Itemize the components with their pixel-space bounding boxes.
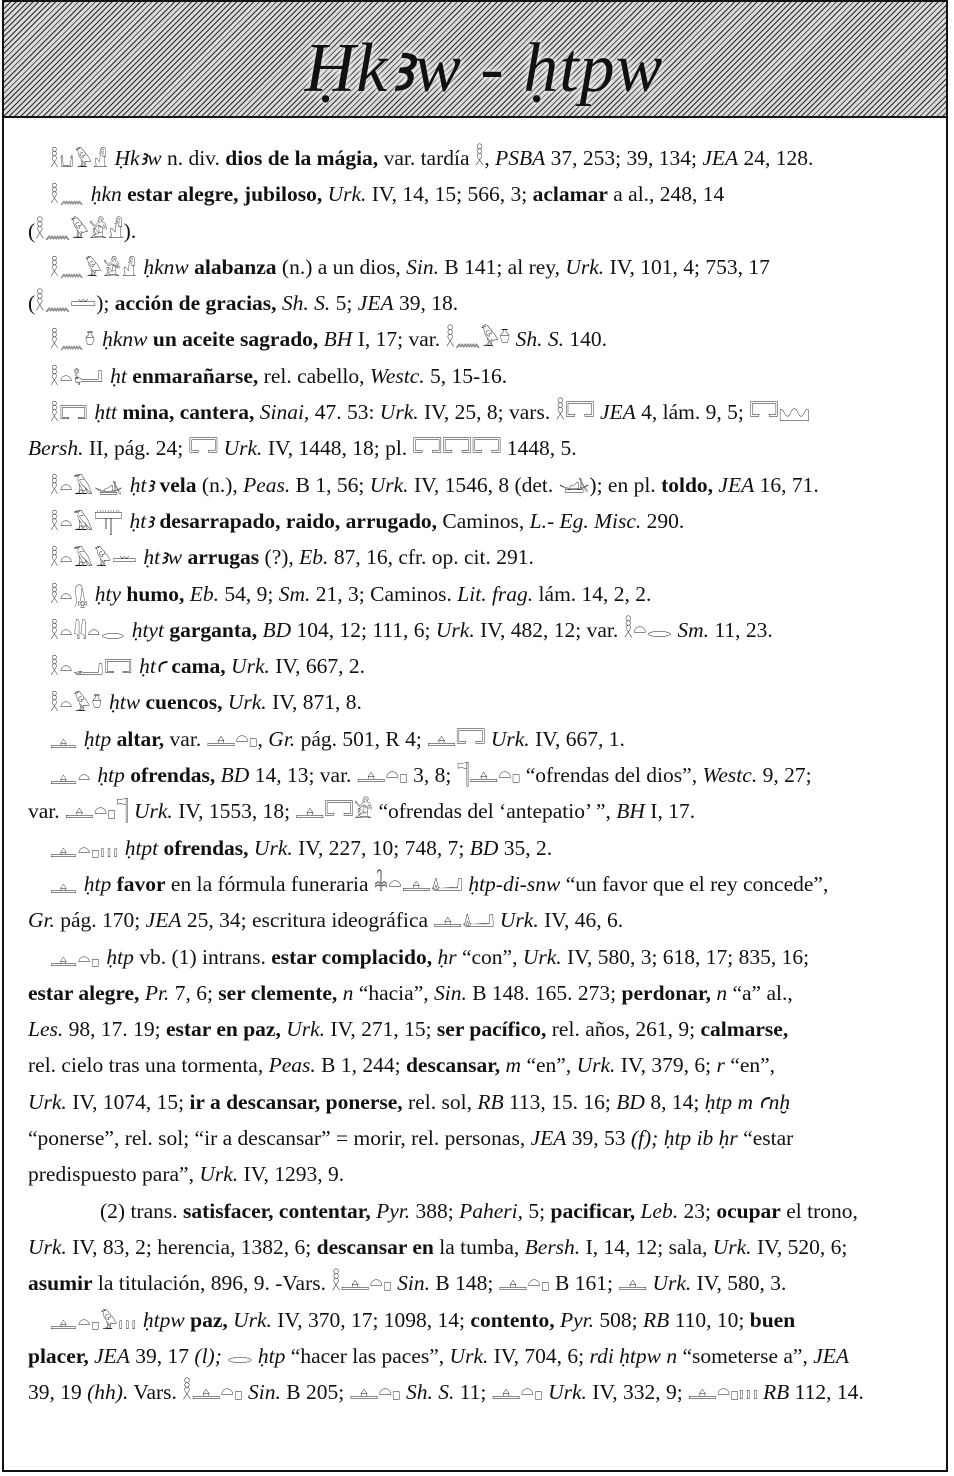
entry-text: rel. cielo tras una tormenta, (28, 1053, 269, 1078)
hieroglyph-icon: 𓎛𓈖𓏊 (50, 329, 97, 354)
entry-text: la titulación, 896, 9. -Vars. 𓎛𓊵𓏏𓊪 (92, 1271, 398, 1296)
definition-text: satisfacer, contentar, (183, 1198, 371, 1223)
entry-text: 35, 2. (498, 835, 553, 860)
reference-italic-text: BD (469, 835, 499, 860)
reference-italic-text: ḥtp m ꜥnḫ (704, 1089, 791, 1114)
reference-italic-text: BH (616, 799, 645, 824)
reference-italic-text: n (716, 980, 728, 1005)
entry-text: I, 14, 12; sala, (580, 1234, 713, 1259)
entry-text: 𓂋 (227, 1343, 258, 1368)
definition-text: placer, (28, 1343, 89, 1368)
entry-text: 290. (641, 508, 685, 533)
reference-italic-text: Urk. (322, 182, 367, 207)
reference-italic-text: BH (323, 327, 353, 352)
entry-text: IV, 227, 10; 748, 7; (292, 835, 470, 860)
entry-text: IV, 370, 17; 1098, 14; (271, 1307, 471, 1332)
entry-text: Caminos, (437, 508, 530, 533)
entry-text: 11; 𓊵𓏏𓊪 (454, 1380, 549, 1405)
entry-line (28, 539, 926, 575)
reference-italic-text: Peas. (268, 1053, 316, 1078)
definition-text: alabanza (188, 254, 277, 279)
reference-italic-text: BD (262, 617, 292, 642)
reference-italic-text: ḥknw (102, 327, 148, 352)
page-header (2, 0, 948, 118)
entry-text: 508; (594, 1307, 644, 1332)
reference-italic-text: RB (477, 1089, 504, 1114)
entry-text: 25, 34; escritura ideográfica 𓊵𓂞 (181, 908, 500, 933)
definition-text: enmarañarse, (126, 363, 259, 388)
entry-text: Vars. 𓎛𓊵𓏏𓊪 (128, 1380, 249, 1405)
entry-continuation-line (28, 1265, 926, 1301)
definition-text: perdonar, (621, 980, 711, 1005)
reference-italic-text: Eb. (299, 545, 329, 570)
entry-text: 47. 53: (309, 400, 380, 425)
entry-text: “a” al., (727, 980, 793, 1005)
hieroglyph-icon: 𓊵𓏏𓊪 (50, 946, 101, 971)
entry-text: IV, 667, 2. (269, 654, 366, 679)
entry-text: 54, 9; (218, 581, 279, 606)
definition-text: ofrendas, (124, 763, 216, 788)
reference-italic-text: Peas. (243, 472, 291, 497)
reference-italic-text: Sm. (278, 581, 311, 606)
reference-italic-text: ḥtp (83, 726, 112, 751)
definition-text: buen (749, 1307, 796, 1332)
entry-text: pág. 170; (54, 908, 146, 933)
entry-text: 23; (678, 1198, 717, 1223)
reference-italic-text: Sm. (677, 617, 709, 642)
definition-text: asumir (28, 1271, 93, 1296)
entry-continuation-line (28, 1193, 926, 1229)
entry-text: IV, 1448, 18; pl. 𓉐𓉐𓉐 1448, 5. (262, 436, 577, 461)
entry-text: predispuesto para”, (28, 1162, 200, 1187)
entry-text: (𓎛𓈖𓅱𓀀𓀭). (28, 218, 137, 243)
entry-text: I, 17. (644, 799, 696, 824)
entry-text: 8, 14; (644, 1089, 705, 1114)
page-title: Ḥkꜣw - ḥtpw (304, 30, 664, 107)
reference-italic-text: Sh. S. (405, 1380, 455, 1405)
reference-italic-text: Les. (28, 1017, 64, 1042)
reference-italic-text: ḥtp (106, 944, 134, 969)
entry-text: (n.), (196, 472, 244, 497)
header-title-box (304, 28, 664, 110)
entry-text: IV, 83, 2; herencia, 1382, 6; (66, 1234, 317, 1259)
definition-text: altar, (111, 726, 165, 751)
entry-text: 39, 18. (393, 291, 459, 316)
reference-italic-text: JEA (718, 472, 755, 497)
reference-italic-text: L.- Eg. Misc. (529, 508, 642, 533)
reference-italic-text: Westc. (702, 763, 758, 788)
entry-text: 21, 3; Caminos. (310, 581, 458, 606)
definition-text: aclamar (532, 182, 608, 207)
entry-text: IV, 1074, 15; (66, 1089, 190, 1114)
reference-italic-text: Urk. (435, 617, 475, 642)
definition-text: calmarse, (700, 1017, 789, 1042)
entry-continuation-line (28, 1156, 926, 1192)
reference-italic-text: Urk. (253, 835, 293, 860)
reference-italic-text: Bersh. (28, 436, 84, 461)
reference-italic-text: Urk. (652, 1271, 692, 1296)
reference-italic-text: Urk. (490, 726, 530, 751)
entry-text: B 205; 𓊵𓏏𓊪 (280, 1380, 406, 1405)
reference-italic-text: Urk. (522, 944, 562, 969)
entry-text: 16, 71. (754, 472, 819, 497)
reference-italic-text: Bersh. (524, 1234, 581, 1259)
reference-italic-text: ḥtp (97, 763, 125, 788)
hieroglyph-icon: 𓊵 (50, 728, 78, 753)
reference-italic-text: ḥkn (90, 182, 122, 207)
entry-line (28, 866, 926, 902)
reference-italic-text: Urk. (712, 1234, 752, 1259)
reference-italic-text: ḥtꜥ (139, 654, 166, 679)
entry-text: IV, 1546, 8 (det. 𓊛); en pl. (408, 472, 662, 497)
entry-text: 113, 15. 16; (503, 1089, 617, 1114)
entry-text: 5; (523, 1198, 551, 1223)
entry-text: a al., 248, 14 (607, 182, 725, 207)
entry-text: 5; (330, 291, 358, 316)
definition-text: estar en paz, (165, 1017, 281, 1042)
entry-line (28, 249, 926, 285)
reference-italic-text: m (505, 1053, 522, 1078)
reference-italic-text: (hh). (87, 1380, 129, 1405)
entry-continuation-line (28, 430, 926, 466)
hieroglyph-icon: 𓎛𓏏𓇌𓏏𓂋 (50, 619, 126, 644)
entry-text: I, 17; var. 𓎛𓈖𓅱𓏊 (352, 327, 516, 352)
entry-text: “ponerse”, rel. sol; “ir a descansar” = morir, rel. personas, (28, 1126, 531, 1151)
entry-text: 104, 12; 111, 6; (291, 617, 436, 642)
entry-text: 98, 17. 19; (63, 1017, 166, 1042)
entry-text: 5, 15-16. (424, 363, 508, 388)
reference-italic-text: JEA (530, 1126, 567, 1151)
reference-italic-text: ḥknw (143, 254, 189, 279)
reference-italic-text: Pr. (144, 980, 170, 1005)
entry-text: IV, 25, 8; vars. 𓎛𓉐 (418, 400, 600, 425)
reference-italic-text: ḥtt (94, 400, 118, 425)
entry-text: II, pág. 24; 𓉐 (83, 436, 224, 461)
reference-italic-text: (f); ḥtp ib ḥr (630, 1126, 738, 1151)
entry-text: 140. (564, 327, 608, 352)
definition-text: cama, (165, 654, 226, 679)
hieroglyph-icon: 𓎛𓏏𓅱𓏊 (50, 692, 103, 717)
definition-text: cuencos, (140, 690, 223, 715)
entry-line (28, 1302, 926, 1338)
entry-text: (?), (259, 545, 300, 570)
entry-text: IV, 271, 15; (325, 1017, 437, 1042)
hieroglyph-icon: 𓎛𓏏𓄿𓅱𓏛 (50, 547, 138, 572)
definition-text: descansar en (316, 1234, 434, 1259)
hieroglyph-icon: 𓎛𓏏𓊮 (50, 583, 89, 608)
reference-italic-text: Gr. (268, 726, 296, 751)
reference-italic-text: Urk. (576, 1053, 616, 1078)
entry-text: “en”, (724, 1053, 776, 1078)
definition-text: paz, (184, 1307, 228, 1332)
reference-italic-text: Sin. (397, 1271, 430, 1296)
definition-text: ser clemente, (218, 980, 338, 1005)
reference-italic-text: Urk. (548, 1380, 587, 1405)
entry-line (28, 358, 926, 394)
entry-text: (n.) a un dios, (276, 254, 407, 279)
reference-italic-text: Urk. (449, 1343, 489, 1368)
entry-text: 388; (410, 1198, 460, 1223)
entry-text: 24, 128. (738, 146, 814, 170)
reference-italic-text: Urk. (28, 1234, 67, 1259)
entry-line (28, 939, 926, 975)
entry-continuation-line (28, 793, 926, 829)
reference-italic-text: Urk. (134, 799, 173, 824)
entry-text: 110, 10; (669, 1307, 750, 1332)
entry-line (28, 176, 926, 212)
definition-text: un aceite sagrado, (147, 327, 319, 352)
reference-italic-text: Paheri, (459, 1198, 524, 1223)
definition-text: ir a descansar, ponerse, (189, 1089, 403, 1114)
entry-text: IV, 520, 6; (751, 1234, 848, 1259)
reference-italic-text: ḥr (437, 944, 457, 969)
entry-text: var. 𓊵𓏏𓊪𓊹 (28, 799, 134, 824)
reference-italic-text: r (716, 1053, 725, 1078)
entry-text: (𓎛𓈖𓏛); (28, 291, 115, 316)
entry-text: lám. 14, 2, 2. (533, 581, 652, 606)
entry-text: B 1, 56; (290, 472, 370, 497)
entry-continuation-line (28, 1120, 926, 1156)
definition-text: ser pacífico, (436, 1017, 547, 1042)
entry-text: IV, 580, 3; 618, 17; 835, 16; (561, 944, 810, 969)
entry-text: IV, 580, 3. (691, 1271, 787, 1296)
definition-text: garganta, (163, 617, 258, 642)
reference-italic-text: Urk. (565, 254, 605, 279)
entry-text: IV, 1293, 9. (238, 1162, 345, 1187)
reference-italic-text: Urk. (233, 1307, 272, 1332)
entry-line (28, 648, 926, 684)
entry-line (28, 503, 926, 539)
reference-italic-text: BD (616, 1089, 645, 1114)
definition-text: ofrendas, (158, 835, 249, 860)
hieroglyph-icon: 𓎛𓏏𓂡 (50, 365, 105, 390)
reference-italic-text: JEA (357, 291, 394, 316)
entry-text: “con”, (456, 944, 523, 969)
definition-text: desarrapado, raido, arrugado, (153, 508, 438, 533)
definition-text: dios de la mágia, (225, 146, 379, 170)
entry-text: rel. años, 261, 9; (546, 1017, 701, 1042)
entry-text: vb. (1) intrans. (133, 944, 272, 969)
reference-italic-text: ḥty (94, 581, 122, 606)
reference-italic-text: JEA (145, 908, 182, 933)
entry-line (28, 612, 926, 648)
entry-text: el trono, (780, 1198, 858, 1223)
reference-italic-text: Sin. (406, 254, 439, 279)
reference-italic-text: ḥt (110, 363, 127, 388)
entry-text: 112, 14. (789, 1380, 864, 1405)
entry-text: B 141; al rey, (438, 254, 566, 279)
definition-text: descansar, (405, 1053, 501, 1078)
entry-continuation-line (28, 975, 926, 1011)
entry-continuation-line (28, 902, 926, 938)
definition-text: favor (111, 871, 166, 896)
entry-text: IV, 1553, 18; 𓊵𓉐𓀀 “ofrendas del ‘antepatio’ ”, (172, 799, 617, 824)
reference-italic-text: PSBA (495, 146, 546, 170)
reference-italic-text: ḥtp (257, 1343, 286, 1368)
entry-line (28, 721, 926, 757)
entry-text: 11, 23. (709, 617, 773, 642)
reference-italic-text: rdi ḥtpw n (589, 1343, 678, 1368)
hieroglyph-icon: 𓎛𓈖𓅱𓀀𓀭 (50, 256, 138, 281)
definition-text: ocupar (716, 1198, 781, 1223)
entry-text: B 148. 165. 273; (466, 980, 622, 1005)
reference-italic-text: Westc. (369, 363, 425, 388)
entry-text: en la fórmula funeraria 𓇓𓏏𓊵𓂞 (165, 871, 469, 896)
reference-italic-text: ḥtpw (142, 1307, 185, 1332)
definition-text: arrugas (182, 545, 260, 570)
entry-text: pág. 501, R 4; 𓊵𓉐 (295, 726, 491, 751)
entry-text: “estar (737, 1126, 794, 1151)
reference-italic-text: Sin. (248, 1380, 281, 1405)
entry-continuation-line (28, 1374, 926, 1410)
reference-italic-text: Lit. frag. (457, 581, 534, 606)
reference-italic-text: BD (220, 763, 250, 788)
reference-italic-text: Urk. (28, 1089, 67, 1114)
reference-italic-text: Sh. S. (281, 291, 331, 316)
entry-line (28, 684, 926, 720)
entry-text: 39, 53 (566, 1126, 631, 1151)
entry-text: IV, 704, 6; (488, 1343, 590, 1368)
definition-text: acción de gracias, (114, 291, 277, 316)
entry-text: 7, 6; (169, 980, 219, 1005)
reference-italic-text: Urk. (227, 690, 267, 715)
hieroglyph-icon: 𓎛𓂓𓅱𓀭 (50, 148, 109, 172)
reference-italic-text: Sh. S. (515, 327, 565, 352)
reference-italic-text: Pyr. (560, 1307, 595, 1332)
reference-italic-text: Ḥkꜣw (114, 146, 162, 170)
entry-text: 9, 27; (757, 763, 812, 788)
reference-italic-text: Pyr. (376, 1198, 411, 1223)
entry-text: la tumba, (433, 1234, 525, 1259)
reference-italic-text: ḥtꜣ (129, 508, 154, 533)
entry-continuation-line (28, 1338, 926, 1374)
reference-italic-text: JEA (702, 146, 739, 170)
entry-text: IV, 667, 1. (529, 726, 625, 751)
reference-italic-text: JEA (94, 1343, 130, 1368)
entry-text: n. div. (161, 146, 226, 170)
entry-text: var. 𓊵𓏏𓊪, (164, 726, 269, 751)
entry-continuation-line (28, 1084, 926, 1120)
entry-text: 39, 19 (28, 1380, 88, 1405)
entry-text: IV, 871, 8. (266, 690, 362, 715)
hieroglyph-icon: 𓎛𓏏𓄿𓋳 (50, 510, 124, 535)
entry-line (28, 394, 926, 430)
reference-italic-text: Gr. (28, 908, 55, 933)
reference-italic-text: ḥtp (83, 871, 112, 896)
entry-continuation-line (28, 285, 926, 321)
entry-text: rel. cabello, (258, 363, 370, 388)
hieroglyph-icon: 𓊵𓏏𓊪𓅱𓏥 (50, 1309, 137, 1334)
entry-text: “hacer las paces”, (285, 1343, 450, 1368)
entry-text: “en”, (521, 1053, 577, 1078)
reference-italic-text: ḥtp-di-snw (468, 871, 561, 896)
reference-italic-text: Sinai, (259, 400, 310, 425)
definition-text: mina, cantera, (117, 400, 255, 425)
entry-text: var. tardía 𓎛, (378, 146, 496, 170)
reference-italic-text: Urk. (199, 1162, 239, 1187)
entry-line (28, 140, 926, 176)
entry-text: 87, 16, cfr. op. cit. 291. (328, 545, 534, 570)
reference-italic-text: ḥtpt (124, 835, 159, 860)
definition-text: estar alegre, (28, 980, 140, 1005)
hieroglyph-icon: 𓎛𓉐 (50, 402, 89, 427)
reference-italic-text: ḥtyt (131, 617, 164, 642)
reference-italic-text: ḥtꜣ (129, 472, 155, 497)
reference-italic-text: Urk. (369, 472, 409, 497)
entry-text: “someterse a”, (677, 1343, 814, 1368)
entries-list (28, 140, 926, 1410)
reference-italic-text: ḥtw (109, 690, 141, 715)
reference-italic-text: n (342, 980, 354, 1005)
definition-text: vela (154, 472, 197, 497)
reference-italic-text: (l); (194, 1343, 228, 1368)
entry-continuation-line (28, 1047, 926, 1083)
reference-italic-text: Urk. (286, 1017, 326, 1042)
reference-italic-text: Urk. (223, 436, 263, 461)
entry-text: IV, 101, 4; 753, 17 (604, 254, 770, 279)
hieroglyph-icon: 𓊵 (50, 873, 78, 898)
definition-text: humo, (121, 581, 185, 606)
entry-text: IV, 482, 12; var. 𓎛𓏏𓂋 (474, 617, 678, 642)
entry-text: 4, lám. 9, 5; 𓉐𓈉 (635, 400, 810, 425)
entry-continuation-line (28, 1011, 926, 1047)
entry-line (28, 830, 926, 866)
reference-italic-text: RB (763, 1380, 790, 1405)
entry-text: IV, 14, 15; 566, 3; (366, 182, 533, 207)
entry-continuation-line (28, 1229, 926, 1265)
hieroglyph-icon: 𓎛𓏏𓂝𓉐 (50, 656, 134, 681)
entry-line (28, 467, 926, 503)
reference-italic-text: RB (643, 1307, 670, 1332)
entry-text: B 1, 244; (315, 1053, 406, 1078)
hieroglyph-icon: 𓎛𓏏𓄿𓊛 (50, 474, 124, 499)
reference-italic-text: JEA (813, 1343, 850, 1368)
hieroglyph-icon: 𓊵𓏏 (50, 765, 92, 790)
reference-italic-text: ḥtꜣw (143, 545, 183, 570)
entry-text: (2) trans. (100, 1198, 183, 1223)
entry-text: “un favor que el rey concede”, (560, 871, 829, 896)
reference-italic-text: Sin. (433, 980, 467, 1005)
entry-text: IV, 46, 6. (538, 908, 624, 933)
entry-text: 14, 13; var. 𓊵𓏏𓊪 3, 8; 𓊹𓊵𓏏𓊪 “ofrendas del dios”, (249, 763, 703, 788)
entry-line (28, 321, 926, 357)
definition-text: estar alegre, jubiloso, (121, 182, 323, 207)
entry-continuation-line (28, 213, 926, 249)
entry-text: IV, 379, 6; (615, 1053, 717, 1078)
entry-text: “hacia”, (353, 980, 434, 1005)
reference-italic-text: Urk. (379, 400, 419, 425)
reference-italic-text: JEA (599, 400, 636, 425)
definition-text: contento, (470, 1307, 555, 1332)
entry-text: 37, 253; 39, 134; (545, 146, 703, 170)
entry-line (28, 757, 926, 793)
reference-italic-text: Urk. (231, 654, 270, 679)
reference-italic-text: Eb. (189, 581, 219, 606)
entry-line (28, 576, 926, 612)
reference-italic-text: Urk. (499, 908, 539, 933)
definition-text: estar complacido, (271, 944, 433, 969)
hieroglyph-icon: 𓊵𓏏𓊪𓏥 (50, 837, 119, 862)
entry-text: IV, 332, 9; 𓊵𓏏𓊪𓏥 (586, 1380, 763, 1405)
definition-text: pacificar, (550, 1198, 636, 1223)
definition-text: toldo, (661, 472, 714, 497)
entry-text: 39, 17 (129, 1343, 195, 1368)
entry-text: B 148; 𓊵𓏏𓊪 B 161; 𓊵 (429, 1271, 653, 1296)
entry-text: rel. sol, (402, 1089, 478, 1114)
hieroglyph-icon: 𓎛𓈖 (50, 184, 85, 209)
reference-italic-text: Leb. (640, 1198, 679, 1223)
